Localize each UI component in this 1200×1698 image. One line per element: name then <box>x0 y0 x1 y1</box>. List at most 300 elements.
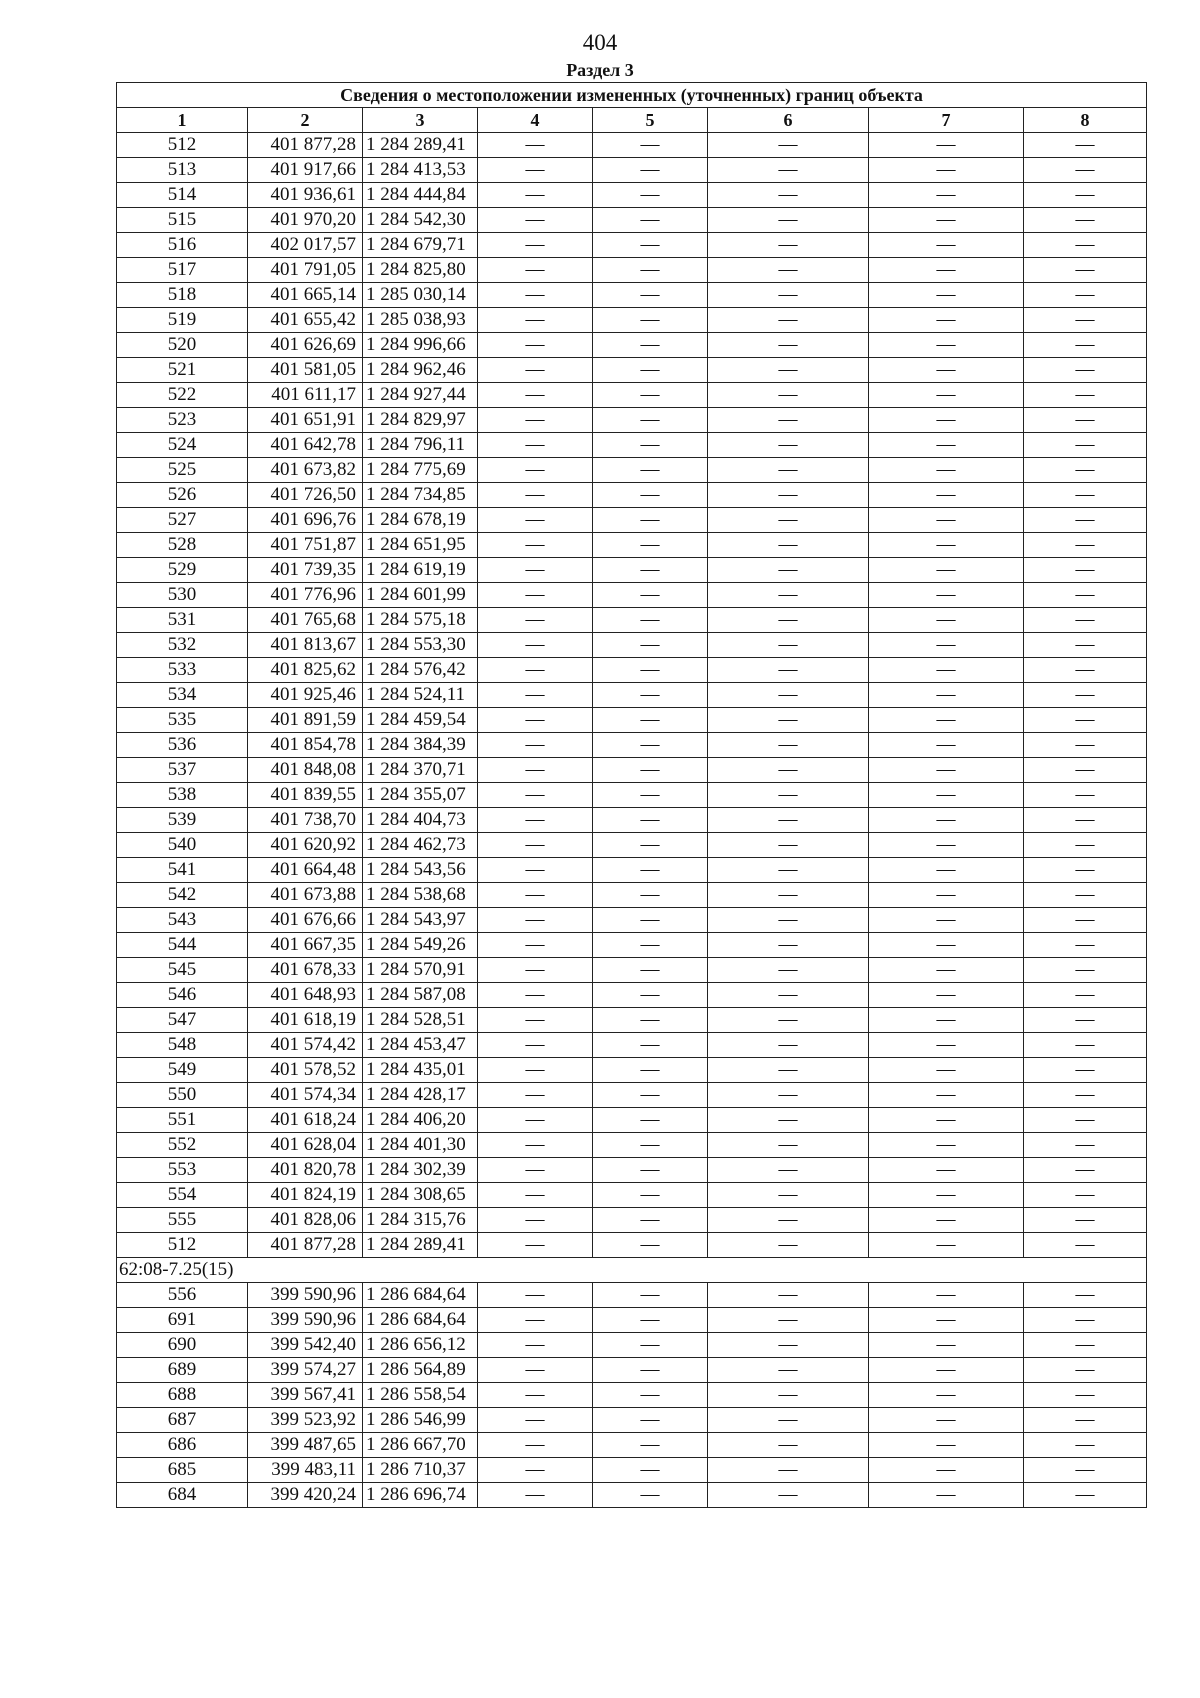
column-header-row <box>117 108 1147 133</box>
empty-value-dash: — <box>708 1233 869 1258</box>
point-number: 545 <box>117 958 248 983</box>
coordinate-y: 1 284 601,99 <box>363 583 478 608</box>
empty-value-dash: — <box>708 1083 869 1108</box>
empty-value-dash: — <box>869 233 1024 258</box>
point-number: 531 <box>117 608 248 633</box>
empty-value-dash: — <box>1024 1208 1147 1233</box>
empty-value-dash: — <box>1024 1358 1147 1383</box>
table-title: Сведения о местоположении измененных (уточненных) границ объекта <box>117 83 1147 108</box>
empty-value-dash: — <box>708 1383 869 1408</box>
point-number: 515 <box>117 208 248 233</box>
empty-value-dash: — <box>593 383 708 408</box>
point-number: 555 <box>117 1208 248 1233</box>
empty-value-dash: — <box>869 1433 1024 1458</box>
empty-value-dash: — <box>708 558 869 583</box>
empty-value-dash: — <box>1024 783 1147 808</box>
point-number: 524 <box>117 433 248 458</box>
coordinate-x: 401 877,28 <box>248 133 363 158</box>
empty-value-dash: — <box>478 183 593 208</box>
empty-value-dash: — <box>478 408 593 433</box>
table-row <box>117 1458 1147 1483</box>
point-number: 684 <box>117 1483 248 1508</box>
empty-value-dash: — <box>1024 183 1147 208</box>
empty-value-dash: — <box>1024 883 1147 908</box>
coordinate-y: 1 286 564,89 <box>363 1358 478 1383</box>
point-number: 550 <box>117 1083 248 1108</box>
coordinate-y: 1 284 462,73 <box>363 833 478 858</box>
empty-value-dash: — <box>478 958 593 983</box>
coordinate-x: 401 618,19 <box>248 1008 363 1033</box>
table-row <box>117 958 1147 983</box>
empty-value-dash: — <box>869 1283 1024 1308</box>
empty-value-dash: — <box>869 783 1024 808</box>
empty-value-dash: — <box>478 1408 593 1433</box>
coordinate-x: 399 487,65 <box>248 1433 363 1458</box>
empty-value-dash: — <box>593 1458 708 1483</box>
point-number: 530 <box>117 583 248 608</box>
empty-value-dash: — <box>478 1333 593 1358</box>
empty-value-dash: — <box>593 1358 708 1383</box>
empty-value-dash: — <box>593 1058 708 1083</box>
empty-value-dash: — <box>593 1083 708 1108</box>
empty-value-dash: — <box>869 1408 1024 1433</box>
empty-value-dash: — <box>593 1333 708 1358</box>
empty-value-dash: — <box>478 1008 593 1033</box>
empty-value-dash: — <box>593 658 708 683</box>
coordinate-x: 401 791,05 <box>248 258 363 283</box>
empty-value-dash: — <box>593 283 708 308</box>
coordinate-y: 1 285 030,14 <box>363 283 478 308</box>
empty-value-dash: — <box>478 333 593 358</box>
empty-value-dash: — <box>478 1083 593 1108</box>
coordinate-x: 401 824,19 <box>248 1183 363 1208</box>
point-number: 533 <box>117 658 248 683</box>
empty-value-dash: — <box>869 1483 1024 1508</box>
coordinate-x: 399 523,92 <box>248 1408 363 1433</box>
empty-value-dash: — <box>708 358 869 383</box>
table-row <box>117 208 1147 233</box>
empty-value-dash: — <box>478 458 593 483</box>
empty-value-dash: — <box>478 258 593 283</box>
coordinate-y: 1 284 528,51 <box>363 1008 478 1033</box>
coordinate-x: 401 820,78 <box>248 1158 363 1183</box>
coordinate-x: 401 854,78 <box>248 733 363 758</box>
point-number: 554 <box>117 1183 248 1208</box>
empty-value-dash: — <box>708 683 869 708</box>
point-number: 521 <box>117 358 248 383</box>
column-header-1: 1 <box>117 108 248 133</box>
empty-value-dash: — <box>1024 1233 1147 1258</box>
point-number: 539 <box>117 808 248 833</box>
empty-value-dash: — <box>1024 408 1147 433</box>
empty-value-dash: — <box>593 1308 708 1333</box>
empty-value-dash: — <box>593 558 708 583</box>
coordinate-x: 399 542,40 <box>248 1333 363 1358</box>
point-number: 538 <box>117 783 248 808</box>
empty-value-dash: — <box>593 933 708 958</box>
empty-value-dash: — <box>478 483 593 508</box>
empty-value-dash: — <box>708 658 869 683</box>
empty-value-dash: — <box>708 833 869 858</box>
point-number: 535 <box>117 708 248 733</box>
coordinate-x: 401 626,69 <box>248 333 363 358</box>
empty-value-dash: — <box>593 833 708 858</box>
empty-value-dash: — <box>869 258 1024 283</box>
coordinate-y: 1 284 315,76 <box>363 1208 478 1233</box>
empty-value-dash: — <box>708 408 869 433</box>
table-row <box>117 683 1147 708</box>
empty-value-dash: — <box>708 308 869 333</box>
column-header-8: 8 <box>1024 108 1147 133</box>
empty-value-dash: — <box>1024 158 1147 183</box>
empty-value-dash: — <box>478 1233 593 1258</box>
table-row <box>117 758 1147 783</box>
section-title: Раздел 3 <box>566 60 634 80</box>
empty-value-dash: — <box>869 708 1024 733</box>
empty-value-dash: — <box>593 258 708 283</box>
empty-value-dash: — <box>478 558 593 583</box>
coordinate-x: 401 825,62 <box>248 658 363 683</box>
empty-value-dash: — <box>593 1433 708 1458</box>
empty-value-dash: — <box>869 1458 1024 1483</box>
empty-value-dash: — <box>478 983 593 1008</box>
coordinate-y: 1 284 302,39 <box>363 1158 478 1183</box>
point-number: 525 <box>117 458 248 483</box>
empty-value-dash: — <box>593 1133 708 1158</box>
empty-value-dash: — <box>1024 133 1147 158</box>
group-row <box>117 1258 1147 1283</box>
empty-value-dash: — <box>708 733 869 758</box>
table-row <box>117 383 1147 408</box>
table-row <box>117 508 1147 533</box>
point-number: 537 <box>117 758 248 783</box>
point-number: 522 <box>117 383 248 408</box>
empty-value-dash: — <box>708 1158 869 1183</box>
point-number: 519 <box>117 308 248 333</box>
empty-value-dash: — <box>708 1483 869 1508</box>
coordinate-x: 401 936,61 <box>248 183 363 208</box>
coordinate-y: 1 284 570,91 <box>363 958 478 983</box>
empty-value-dash: — <box>708 383 869 408</box>
coordinate-x: 401 642,78 <box>248 433 363 458</box>
empty-value-dash: — <box>478 733 593 758</box>
coordinate-y: 1 286 684,64 <box>363 1308 478 1333</box>
empty-value-dash: — <box>708 883 869 908</box>
empty-value-dash: — <box>593 1483 708 1508</box>
empty-value-dash: — <box>478 758 593 783</box>
point-number: 551 <box>117 1108 248 1133</box>
coordinate-x: 401 726,50 <box>248 483 363 508</box>
empty-value-dash: — <box>1024 658 1147 683</box>
empty-value-dash: — <box>593 158 708 183</box>
empty-value-dash: — <box>869 558 1024 583</box>
empty-value-dash: — <box>708 1058 869 1083</box>
empty-value-dash: — <box>708 708 869 733</box>
table-row <box>117 283 1147 308</box>
table-row <box>117 133 1147 158</box>
coordinate-y: 1 284 308,65 <box>363 1183 478 1208</box>
column-header-6: 6 <box>708 108 869 133</box>
empty-value-dash: — <box>869 358 1024 383</box>
coordinate-y: 1 286 710,37 <box>363 1458 478 1483</box>
table-row <box>117 658 1147 683</box>
table-row <box>117 1108 1147 1133</box>
empty-value-dash: — <box>869 533 1024 558</box>
empty-value-dash: — <box>593 608 708 633</box>
empty-value-dash: — <box>1024 908 1147 933</box>
coordinate-x: 401 655,42 <box>248 308 363 333</box>
coordinate-y: 1 286 656,12 <box>363 1333 478 1358</box>
empty-value-dash: — <box>478 533 593 558</box>
empty-value-dash: — <box>593 783 708 808</box>
empty-value-dash: — <box>869 508 1024 533</box>
empty-value-dash: — <box>593 408 708 433</box>
coordinate-x: 401 628,04 <box>248 1133 363 1158</box>
empty-value-dash: — <box>869 383 1024 408</box>
empty-value-dash: — <box>593 808 708 833</box>
coordinate-y: 1 284 775,69 <box>363 458 478 483</box>
table-row <box>117 733 1147 758</box>
empty-value-dash: — <box>593 708 708 733</box>
empty-value-dash: — <box>869 1033 1024 1058</box>
table-row <box>117 1483 1147 1508</box>
empty-value-dash: — <box>478 208 593 233</box>
empty-value-dash: — <box>1024 1483 1147 1508</box>
coordinate-y: 1 286 558,54 <box>363 1383 478 1408</box>
coordinate-x: 401 848,08 <box>248 758 363 783</box>
empty-value-dash: — <box>708 208 869 233</box>
empty-value-dash: — <box>478 283 593 308</box>
coordinates-table <box>116 82 1147 1508</box>
empty-value-dash: — <box>1024 483 1147 508</box>
empty-value-dash: — <box>478 308 593 333</box>
coordinate-y: 1 286 546,99 <box>363 1408 478 1433</box>
coordinate-x: 399 420,24 <box>248 1483 363 1508</box>
point-number: 547 <box>117 1008 248 1033</box>
empty-value-dash: — <box>478 508 593 533</box>
table-row <box>117 358 1147 383</box>
empty-value-dash: — <box>1024 308 1147 333</box>
coordinate-x: 401 673,88 <box>248 883 363 908</box>
empty-value-dash: — <box>1024 258 1147 283</box>
table-row <box>117 858 1147 883</box>
coordinate-y: 1 284 678,19 <box>363 508 478 533</box>
empty-value-dash: — <box>1024 958 1147 983</box>
empty-value-dash: — <box>708 133 869 158</box>
empty-value-dash: — <box>869 1158 1024 1183</box>
empty-value-dash: — <box>593 1008 708 1033</box>
empty-value-dash: — <box>1024 283 1147 308</box>
table-row <box>117 1208 1147 1233</box>
empty-value-dash: — <box>869 183 1024 208</box>
empty-value-dash: — <box>869 1008 1024 1033</box>
empty-value-dash: — <box>708 1408 869 1433</box>
empty-value-dash: — <box>869 1208 1024 1233</box>
empty-value-dash: — <box>478 1308 593 1333</box>
point-number: 541 <box>117 858 248 883</box>
empty-value-dash: — <box>869 133 1024 158</box>
empty-value-dash: — <box>593 733 708 758</box>
empty-value-dash: — <box>708 608 869 633</box>
empty-value-dash: — <box>478 133 593 158</box>
coordinate-y: 1 284 538,68 <box>363 883 478 908</box>
empty-value-dash: — <box>593 458 708 483</box>
empty-value-dash: — <box>1024 1458 1147 1483</box>
empty-value-dash: — <box>708 183 869 208</box>
empty-value-dash: — <box>869 733 1024 758</box>
table-row <box>117 1408 1147 1433</box>
empty-value-dash: — <box>1024 433 1147 458</box>
empty-value-dash: — <box>869 408 1024 433</box>
coordinate-x: 401 667,35 <box>248 933 363 958</box>
empty-value-dash: — <box>478 233 593 258</box>
empty-value-dash: — <box>1024 1108 1147 1133</box>
coordinate-y: 1 284 435,01 <box>363 1058 478 1083</box>
empty-value-dash: — <box>1024 1308 1147 1333</box>
table-row <box>117 1133 1147 1158</box>
empty-value-dash: — <box>1024 533 1147 558</box>
empty-value-dash: — <box>593 1208 708 1233</box>
coordinate-x: 401 751,87 <box>248 533 363 558</box>
empty-value-dash: — <box>1024 508 1147 533</box>
empty-value-dash: — <box>708 808 869 833</box>
coordinate-x: 401 620,92 <box>248 833 363 858</box>
table-row <box>117 633 1147 658</box>
point-number: 556 <box>117 1283 248 1308</box>
empty-value-dash: — <box>478 158 593 183</box>
empty-value-dash: — <box>869 1133 1024 1158</box>
empty-value-dash: — <box>708 233 869 258</box>
table-row <box>117 433 1147 458</box>
empty-value-dash: — <box>1024 858 1147 883</box>
empty-value-dash: — <box>708 758 869 783</box>
point-number: 552 <box>117 1133 248 1158</box>
empty-value-dash: — <box>869 333 1024 358</box>
coordinate-x: 401 696,76 <box>248 508 363 533</box>
point-number: 532 <box>117 633 248 658</box>
empty-value-dash: — <box>593 233 708 258</box>
empty-value-dash: — <box>869 633 1024 658</box>
table-row <box>117 833 1147 858</box>
coordinate-x: 401 925,46 <box>248 683 363 708</box>
coordinate-y: 1 284 453,47 <box>363 1033 478 1058</box>
point-number: 542 <box>117 883 248 908</box>
coordinate-x: 401 828,06 <box>248 1208 363 1233</box>
empty-value-dash: — <box>593 858 708 883</box>
point-number: 526 <box>117 483 248 508</box>
empty-value-dash: — <box>593 583 708 608</box>
empty-value-dash: — <box>869 883 1024 908</box>
empty-value-dash: — <box>708 583 869 608</box>
empty-value-dash: — <box>478 1208 593 1233</box>
coordinate-y: 1 284 289,41 <box>363 133 478 158</box>
point-number: 520 <box>117 333 248 358</box>
table-row <box>117 483 1147 508</box>
coordinate-y: 1 284 384,39 <box>363 733 478 758</box>
empty-value-dash: — <box>478 1458 593 1483</box>
empty-value-dash: — <box>593 183 708 208</box>
table-row <box>117 158 1147 183</box>
coordinate-y: 1 284 996,66 <box>363 333 478 358</box>
table-row <box>117 583 1147 608</box>
point-number: 512 <box>117 133 248 158</box>
empty-value-dash: — <box>478 1383 593 1408</box>
empty-value-dash: — <box>593 433 708 458</box>
point-number: 518 <box>117 283 248 308</box>
empty-value-dash: — <box>708 1008 869 1033</box>
point-number: 689 <box>117 1358 248 1383</box>
empty-value-dash: — <box>1024 933 1147 958</box>
point-number: 690 <box>117 1333 248 1358</box>
coordinate-x: 401 891,59 <box>248 708 363 733</box>
empty-value-dash: — <box>1024 1433 1147 1458</box>
empty-value-dash: — <box>1024 1183 1147 1208</box>
table-row <box>117 1033 1147 1058</box>
empty-value-dash: — <box>478 658 593 683</box>
empty-value-dash: — <box>869 1108 1024 1133</box>
empty-value-dash: — <box>869 833 1024 858</box>
coordinate-x: 401 776,96 <box>248 583 363 608</box>
point-number: 686 <box>117 1433 248 1458</box>
coordinate-x: 401 574,42 <box>248 1033 363 1058</box>
empty-value-dash: — <box>869 1383 1024 1408</box>
coordinate-x: 401 611,17 <box>248 383 363 408</box>
empty-value-dash: — <box>478 783 593 808</box>
empty-value-dash: — <box>1024 1008 1147 1033</box>
point-number: 517 <box>117 258 248 283</box>
empty-value-dash: — <box>478 1108 593 1133</box>
coordinate-y: 1 284 962,46 <box>363 358 478 383</box>
empty-value-dash: — <box>1024 758 1147 783</box>
empty-value-dash: — <box>869 683 1024 708</box>
empty-value-dash: — <box>1024 233 1147 258</box>
empty-value-dash: — <box>1024 1383 1147 1408</box>
coordinate-x: 399 483,11 <box>248 1458 363 1483</box>
empty-value-dash: — <box>869 808 1024 833</box>
table-row <box>117 233 1147 258</box>
empty-value-dash: — <box>708 633 869 658</box>
table-row <box>117 1283 1147 1308</box>
empty-value-dash: — <box>478 1058 593 1083</box>
empty-value-dash: — <box>478 1158 593 1183</box>
empty-value-dash: — <box>478 908 593 933</box>
empty-value-dash: — <box>593 758 708 783</box>
empty-value-dash: — <box>1024 683 1147 708</box>
empty-value-dash: — <box>1024 708 1147 733</box>
table-row <box>117 183 1147 208</box>
empty-value-dash: — <box>1024 633 1147 658</box>
empty-value-dash: — <box>869 608 1024 633</box>
empty-value-dash: — <box>708 1208 869 1233</box>
empty-value-dash: — <box>593 1383 708 1408</box>
coordinate-x: 401 738,70 <box>248 808 363 833</box>
empty-value-dash: — <box>1024 1133 1147 1158</box>
coordinate-y: 1 284 428,17 <box>363 1083 478 1108</box>
empty-value-dash: — <box>869 1308 1024 1333</box>
empty-value-dash: — <box>478 1183 593 1208</box>
empty-value-dash: — <box>593 133 708 158</box>
table-row <box>117 1383 1147 1408</box>
column-header-7: 7 <box>869 108 1024 133</box>
empty-value-dash: — <box>593 1183 708 1208</box>
coordinate-y: 1 284 619,19 <box>363 558 478 583</box>
empty-value-dash: — <box>708 333 869 358</box>
empty-value-dash: — <box>869 208 1024 233</box>
coordinate-x: 401 917,66 <box>248 158 363 183</box>
empty-value-dash: — <box>869 483 1024 508</box>
coordinate-y: 1 284 587,08 <box>363 983 478 1008</box>
table-row <box>117 1308 1147 1333</box>
